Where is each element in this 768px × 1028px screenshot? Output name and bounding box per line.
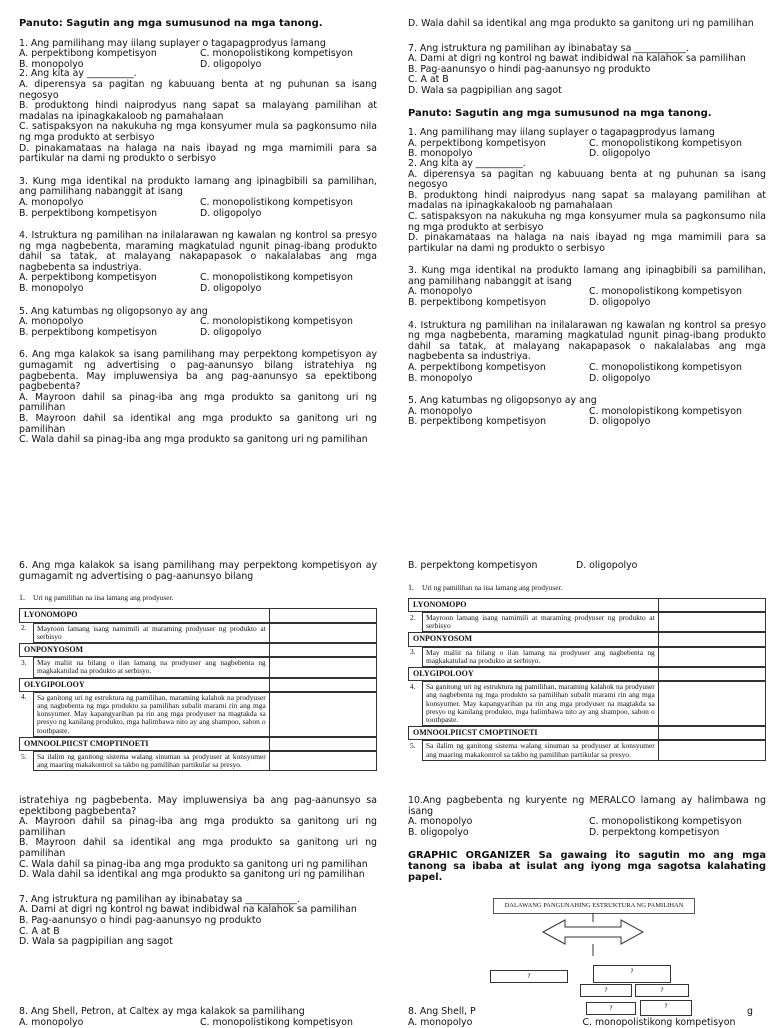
organizer-title: DALAWANG PANGUNAHING ESTRUKTURA NG PAMILIHAN <box>493 898 695 914</box>
question-4 <box>408 321 766 385</box>
question-stem: 5. Ang katumbas ng oligopsonyo ay ang <box>19 305 208 317</box>
item-number: 2. <box>410 612 416 622</box>
question-stem: 8. Ang Shell, Petron, at Caltex ay mga kalakok sa pamilihang <box>19 1006 305 1017</box>
choice-d: D. oligopolyo <box>200 283 262 295</box>
answer-box[interactable]: ? <box>635 984 689 997</box>
answer-cell[interactable] <box>269 678 376 691</box>
table-header: Uri ng pamilihan na iisa lamang ang prodyuser. <box>422 582 563 592</box>
item-number: 5. <box>21 751 27 761</box>
choice-d: D. perpektong kompetisyon <box>589 826 720 838</box>
choice-b: B. perpektibong kompetisyon <box>19 326 158 338</box>
scrambled-word: OMNOOLPIICST CMOPTINOETI <box>409 727 659 740</box>
choice-a: A. monopolyo <box>408 1016 473 1028</box>
question-5 <box>19 307 377 339</box>
item-number: 1. <box>408 582 414 592</box>
answer-cell[interactable] <box>658 741 765 760</box>
answer-box[interactable]: ? <box>593 965 671 983</box>
choice-b: B. monopolyo <box>408 372 473 384</box>
left-column-middle <box>19 561 377 777</box>
choice-c: C. monopolistikong kompetisyon <box>589 362 742 374</box>
choice-a: A. perpektibong kompetisyon <box>19 272 157 284</box>
answer-box[interactable]: ? <box>586 1002 636 1015</box>
question-5 <box>408 396 766 428</box>
question-stem: 4. Istruktura ng pamilihan na inilalarawan ng kawalan ng kontrol sa presyo ng mga nagbebenta, maraming magkatulad ngunit pinag-ibang produkto dahil sa tatak, at malayang nakapapasok o nakalalabas ang mga nagbebenta sa industriya. <box>19 230 377 273</box>
question-stem: 2. Ang kita ay __________. <box>408 157 526 169</box>
question-stem: 5. Ang katumbas ng oligopsonyo ay ang <box>408 395 597 407</box>
answer-cell[interactable] <box>658 668 765 681</box>
right-column-lower <box>408 796 766 883</box>
left-column-top <box>19 19 377 458</box>
right-column-top <box>408 19 766 440</box>
question-1 <box>408 128 766 160</box>
choice-b: B. Pag-aanunsyo o hindi pag-aanunsyo ng produkto <box>19 914 262 926</box>
answer-cell[interactable] <box>269 644 376 657</box>
choice-d: D. oligopolyo <box>576 560 638 571</box>
question-stem: 7. Ang istruktura ng pamilihan ay ibinabatay sa ___________. <box>19 893 300 905</box>
answer-box[interactable]: ? <box>640 1000 692 1016</box>
item-number: 4. <box>410 681 416 691</box>
question-stem: 8. Ang Shell, P <box>408 1006 476 1017</box>
choice-b: B. produktong hindi naiprodyus nang sapat sa malayang pamilihan at madalas na ipinagkakaloob ng pamahalaan <box>19 100 377 122</box>
item-number: 2. <box>21 623 27 633</box>
choice-b: B. perpektong kompetisyon <box>408 560 538 571</box>
choice-c: C. satispaksyon na nakukuha ng mga konsyumer mula sa pagkonsumo nila ng mga produkto at serbisyo <box>19 121 377 143</box>
scrambled-word: ONPONYOSOM <box>409 633 659 646</box>
scrambled-word: OLYGIPOLOOY <box>409 668 659 681</box>
answer-cell[interactable] <box>658 633 765 646</box>
choice-a: A. Mayroon dahil sa pinag-iba ang mga produkto sa ganitong uri ng pamilihan <box>19 391 377 414</box>
question-stem: 6. Ang mga kalakok sa isang pamilihang may perpektong kompetisyon ay gumagamit ng advertising o pag-aanunsyo bilang <box>19 560 377 582</box>
answer-cell[interactable] <box>269 609 376 622</box>
answer-box[interactable]: ? <box>490 970 568 983</box>
choice-b: B. monopolyo <box>408 148 473 160</box>
choice-a: A. monopolyo <box>408 405 473 417</box>
matching-table <box>19 592 377 777</box>
choice-b: B. Mayroon dahil sa identikal ang mga produkto sa ganitong uri ng pamilihan <box>19 837 377 859</box>
question-stem: istratehiya ng pagbebenta. May impluwensiya ba ang pag-aanunsyo sa epektibong pagbebenta? <box>19 795 377 817</box>
choice-d: D. oligopolyo <box>589 416 651 428</box>
left-column-lower <box>19 796 377 960</box>
choice-c: C. monolopistikong kompetisyon <box>200 316 353 328</box>
question-7 <box>19 895 377 948</box>
right-column-bottom <box>408 1007 753 1028</box>
scrambled-word: LYONOMOPO <box>20 609 270 622</box>
choice-d: D. oligopolyo <box>200 326 262 338</box>
question-7 <box>408 44 766 97</box>
answer-cell[interactable] <box>269 752 376 771</box>
choice-b: B. perpektibong kompetisyon <box>408 416 547 428</box>
question-stem: 1. Ang pamilihang may iilang suplayer o tagapagprodyus lamang <box>408 127 715 139</box>
item-number: 1. <box>19 593 25 603</box>
item-number: 4. <box>21 692 27 702</box>
choice-b: B. Pag-aanunsyo o hindi pag-aanunsyo ng produkto <box>408 63 651 75</box>
answer-cell[interactable] <box>269 737 376 750</box>
choice-a: A. diperensya sa pagitan ng kabuuang benta at ng puhunan sa isang negosyo <box>408 168 766 191</box>
instructions-title: Panuto: Sagutin ang mga sumusunod na mga tanong. <box>408 107 712 119</box>
choice-b: B. monopolyo <box>19 283 84 295</box>
question-3 <box>19 177 377 219</box>
choice-b: B. Mayroon dahil sa identikal ang mga produkto sa ganitong uri ng pamilihan <box>19 413 377 435</box>
choice-b: B. perpektibong kompetisyon <box>408 297 547 309</box>
question-stem: 6. Ang mga kalakok sa isang pamilihang may perpektong kompetisyon ay gumagamit ng advertising o pag-aanunsyo bilang istratehiya ng pagbebenta. May impluwensiya ba ang pag-aanunsyo sa epektibong pagbebenta? <box>19 349 377 393</box>
scrambled-word: OLYGIPOLOOY <box>20 678 270 691</box>
choice-c: C. monolopistikong kompetisyon <box>589 405 742 417</box>
choice-a: A. monopolyo <box>408 816 473 828</box>
choice-a: A. monopolyo <box>19 196 84 208</box>
answer-box[interactable]: ? <box>580 984 632 997</box>
definition: Sa ilalim ng ganitong sistema walang sinuman sa prodyuser at konsyumer ang maaring makakontrol sa takbo ng pamilihan partikular sa presyo. <box>34 752 270 771</box>
matching-table <box>408 582 766 767</box>
definition: Mayroon lamang isang namimili at maraming prodyuser ng produkto at serbisyo <box>423 613 659 632</box>
definition: May maliit na bilang o ilan lamang na prodyuser ang nagbebenta ng magkakatulad na produkto at serbisyo. <box>34 658 270 677</box>
choice-c: C. A at B <box>408 74 449 86</box>
question-stem: 10.Ang pagbebenta ng kuryente ng MERALCO lamang ay halimbawa ng isang <box>408 795 766 817</box>
graphic-organizer <box>485 898 710 1024</box>
choice-c: C. A at B <box>19 925 60 937</box>
question-stem: 4. Istruktura ng pamilihan na inilalarawan ng kawalan ng kontrol sa presyo ng mga nagbebenta, maraming magkatulad ngunit pinag-ibang produkto dahil sa tatak, at malayang nakapapasok o nakalalabas ang mga nagbebenta sa industriya. <box>408 319 766 363</box>
answer-cell[interactable] <box>658 682 765 726</box>
choice-a: A. perpektibong kompetisyon <box>19 48 157 60</box>
choice-d: D. oligopolyo <box>589 297 651 309</box>
definition: May maliit na bilang o ilan lamang na prodyuser ang nagbebenta ng magkakatulad na produkto at serbisyo. <box>423 647 659 666</box>
table-header: Uri ng pamilihan na iisa lamang ang prodyuser. <box>33 593 174 603</box>
item-number: 3. <box>21 657 27 667</box>
answer-cell[interactable] <box>658 647 765 666</box>
choice-d: D. oligopolyo <box>200 207 262 219</box>
choice-c: C. monopolistikong kompetisyon <box>200 272 353 284</box>
choice-a: A. perpektibong kompetisyon <box>408 362 546 374</box>
definition: Sa ganitong uri ng estruktura ng pamilihan, maraming kalahok na prodyuser ang nagbebenta ng mga produkto sa pamilihan subalit marami rin ang mga konsyumer. May kapangyarihan pa rin ang mga prodyuser na magtakda sa presyo ng kanilang produkto, mga halimbawa nito ay ang shampoo, sabon o toothpaste. <box>423 682 659 726</box>
choice-a: A. Mayroon dahil sa pinag-iba ang mga produkto sa ganitong uri ng pamilihan <box>19 816 377 838</box>
choice-c: C. monopolistikong kompetisyon <box>589 137 742 149</box>
choice-d: D. Wala dahil sa identikal ang mga produkto sa ganitong uri ng pamilihan <box>408 18 754 29</box>
question-3 <box>408 266 766 308</box>
choice-a: A. monopolyo <box>19 1016 84 1028</box>
question-4 <box>19 231 377 295</box>
choice-c: C. Wala dahil sa pinag-iba ang mga produkto sa ganitong uri ng pamilihan <box>19 858 368 870</box>
choice-a: A. Dami at digri ng kontrol ng bawat indibidwal na kalahok sa pamilihan <box>19 904 357 916</box>
choice-c: C. Wala dahil sa pinag-iba ang mga produkto sa ganitong uri ng pamilihan <box>19 434 368 446</box>
choice-b: B. monopolyo <box>19 58 84 70</box>
choice-a: A. monopolyo <box>408 286 473 298</box>
question-6 <box>19 350 377 445</box>
answer-cell[interactable] <box>658 598 765 611</box>
choice-c: C. monopolistikong kompetisyon <box>200 48 353 60</box>
choice-c: C. monopolistikong kompetisyon <box>200 1016 353 1028</box>
graphic-organizer-instructions: GRAPHIC ORGANIZER Sa gawaing ito sagutin mo ang mga tanong sa ibaba at isulat ang iyong mga sagotsa kalahating papel. <box>408 850 766 884</box>
choice-d: D. Wala sa pagpipilian ang sagot <box>408 84 562 96</box>
answer-cell[interactable] <box>658 613 765 632</box>
choice-d: D. Wala dahil sa identikal ang mga produkto sa ganitong uri ng pamilihan <box>19 869 365 881</box>
choice-a: A. perpektibong kompetisyon <box>408 137 546 149</box>
question-1 <box>19 39 377 71</box>
answer-cell[interactable] <box>658 727 765 740</box>
definition: Sa ganitong uri ng estruktura ng pamilihan, maraming kalahok na prodyuser ang nagbebenta ng mga produkto sa pamilihan subalit marami rin ang mga konsyumer. May kapangyarihan pa rin ang mga prodyuser na magtakda sa presyo ng kanilang produkto, mga halimbawa nito ay ang shampoo, sabon o toothpaste. <box>34 692 270 736</box>
choice-d: D. pinakamataas na halaga na nais ibayad ng mga mamimili para sa partikular na dami ng produkto o serbisyo <box>408 232 766 254</box>
answer-cell[interactable] <box>269 623 376 642</box>
choice-d: D. oligopolyo <box>589 372 651 384</box>
choice-d: D. Wala sa pagpipilian ang sagot <box>19 936 173 948</box>
scrambled-word: LYONOMOPO <box>409 598 659 611</box>
question-2 <box>408 159 766 254</box>
left-column-bottom <box>19 1007 377 1028</box>
right-column-middle <box>408 561 766 767</box>
choice-b: B. produktong hindi naiprodyus nang sapat sa malayang pamilihan at madalas na ipinagkakaloob ng pamahalaan <box>408 189 766 212</box>
question-stem: 2. Ang kita ay __________. <box>19 68 137 80</box>
choice-b: B. oligopolyo <box>408 826 469 838</box>
question-stem: 7. Ang istruktura ng pamilihan ay ibinabatay sa ___________. <box>408 42 689 54</box>
definition: Mayroon lamang isang namimili at maraming prodyuser ng produkto at serbisyo <box>34 623 270 642</box>
choice-a: A. monopolyo <box>19 316 84 328</box>
question-stem: 1. Ang pamilihang may iilang suplayer o tagapagprodyus lamang <box>19 37 326 49</box>
scrambled-word: OMNOOLPIICST CMOPTINOETI <box>20 737 270 750</box>
question-2 <box>19 69 377 164</box>
choice-c: C. monopolistikong kompetisyon <box>589 816 742 828</box>
instructions-title: Panuto: Sagutin ang mga sumusunod na mga tanong. <box>19 18 323 29</box>
question-stem: 3. Kung mga identikal na produkto lamang ang ipinagbibili sa pamilihan, ang pamilihang nabanggit at isang <box>408 265 766 287</box>
choice-a: A. diperensya sa pagitan ng kabuuang benta at ng puhunan sa isang negosyo <box>19 78 377 101</box>
choice-d: D. pinakamataas na halaga na nais ibayad ng mga mamimili para sa partikular na dami ng produkto o serbisyo <box>19 142 377 165</box>
scrambled-word: ONPONYOSOM <box>20 644 270 657</box>
item-number: 3. <box>410 647 416 657</box>
question-10 <box>408 796 766 838</box>
choice-c: C. monopolistikong kompetisyon <box>582 1016 736 1028</box>
question-stem: 3. Kung mga identikal na produkto lamang ang ipinagbibili sa pamilihan, ang pamilihang nabanggit at isang <box>19 175 377 198</box>
choice-b: B. perpektibong kompetisyon <box>19 207 158 219</box>
choice-c: C. satispaksyon na nakukuha ng mga konsyumer mula sa pagkonsumo nila ng mga produkto at serbisyo <box>408 210 766 233</box>
question-stem-tail: g <box>747 1006 753 1017</box>
choice-c: C. monopolistikong kompetisyon <box>200 196 353 208</box>
answer-cell[interactable] <box>269 692 376 736</box>
answer-cell[interactable] <box>269 658 376 677</box>
definition: Sa ilalim ng ganitong sistema walang sinuman sa prodyuser at konsyumer ang maaring makakontrol sa takbo ng pamilihan partikular sa presyo. <box>423 741 659 760</box>
choice-d: D. oligopolyo <box>200 58 262 70</box>
item-number: 5. <box>410 740 416 750</box>
choice-a: A. Dami at digri ng kontrol ng bawat indibidwal na kalahok sa pamilihan <box>408 53 746 65</box>
choice-c: C. monopolistikong kompetisyon <box>589 286 742 298</box>
choice-d: D. oligopolyo <box>589 148 651 160</box>
